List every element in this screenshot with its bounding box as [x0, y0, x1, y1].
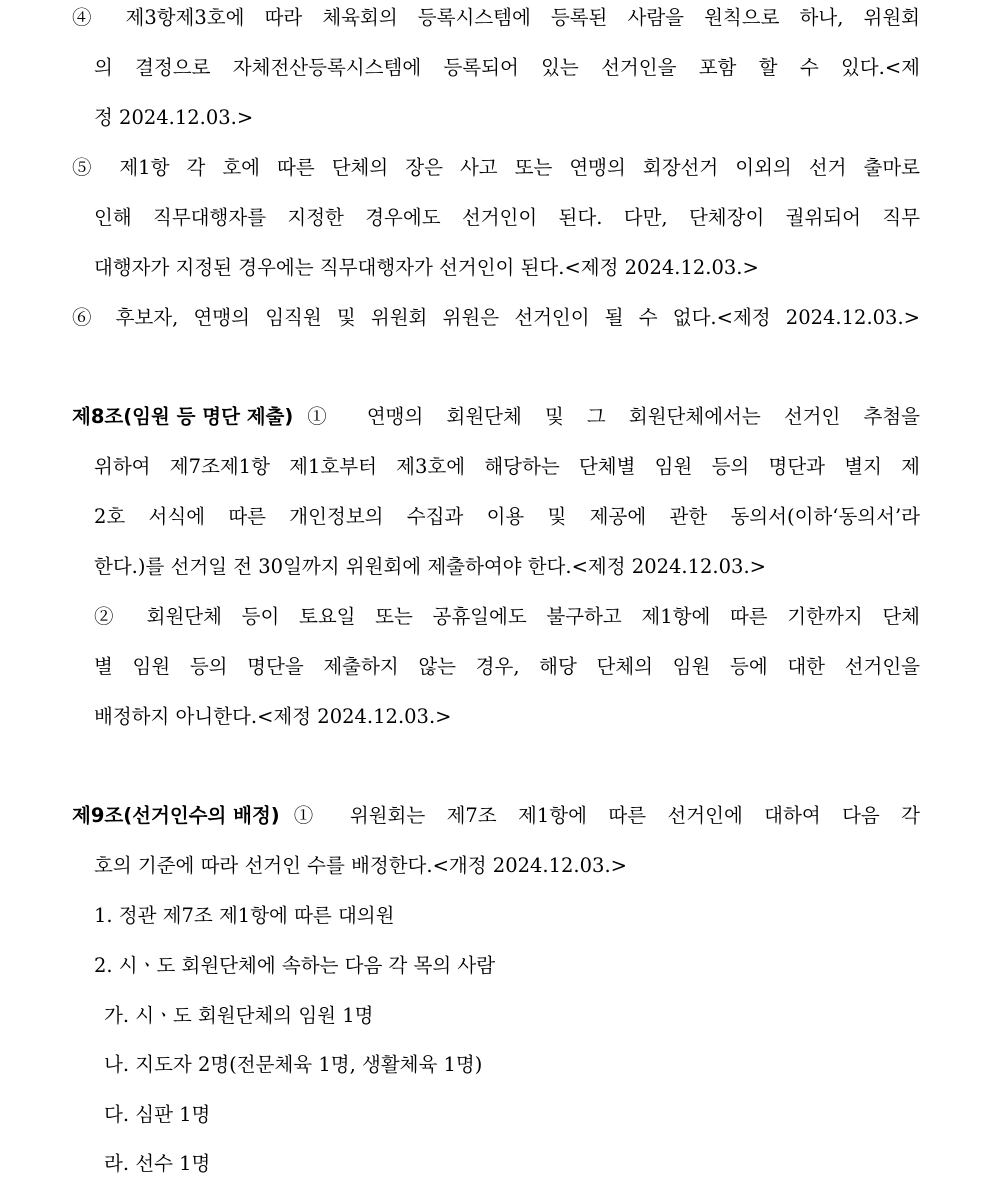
- art7-para4-line3: 정 2024.12.03.>: [94, 106, 254, 129]
- art9-item2: 2. 시ㆍ도 회원단체에 속하는 다음 각 목의 사람: [94, 954, 496, 977]
- art9-subitem-na: 나. 지도자 2명(전문체육 1명, 생활체육 1명): [104, 1053, 483, 1076]
- art9-first-line: [72, 804, 920, 828]
- art7-para5-line2: 인해 직무대행자를 지정한 경우에도 선거인이 된다. 다만, 단체장이 궐위되어 직무: [94, 206, 920, 229]
- art8-para2-line1: ② 회원단체 등이 토요일 또는 공휴일에도 불구하고 제1항에 따른 기한까지 단체: [94, 605, 920, 628]
- art9-item1: 1. 정관 제7조 제1항에 따른 대의원: [94, 904, 395, 927]
- art8-para1-line3: 2호 서식에 따른 개인정보의 수집과 이용 및 제공에 관한 동의서(이하‘동의서’라: [94, 505, 920, 528]
- art9-para1-line1: ① 위원회는 제7조 제1항에 따른 선거인에 대하여 다음 각: [293, 804, 920, 827]
- art7-para6-line1: ⑥ 후보자, 연맹의 임직원 및 위원회 위원은 선거인이 될 수 없다.<제정 2024.12.03.>: [72, 306, 920, 329]
- art8-para2-line2: 별 임원 등의 명단을 제출하지 않는 경우, 해당 단체의 임원 등에 대한 선거인을: [94, 655, 920, 678]
- art8-first-line: [72, 405, 920, 429]
- art9-subitem-ga: 가. 시ㆍ도 회원단체의 임원 1명: [104, 1004, 374, 1027]
- art8-para1-line1: ① 연맹의 회원단체 및 그 회원단체에서는 선거인 추첨을: [307, 405, 920, 428]
- art9-heading: 제9조(선거인수의 배정): [72, 804, 280, 827]
- art8-heading: 제8조(임원 등 명단 제출): [72, 405, 294, 428]
- art7-para4-line1: ④ 제3항제3호에 따라 체육회의 등록시스템에 등록된 사람을 원칙으로 하나, 위원회: [72, 6, 920, 29]
- art8-para1-line2: 위하여 제7조제1항 제1호부터 제3호에 해당하는 단체별 임원 등의 명단과 별지 제: [94, 455, 920, 478]
- art9-subitem-ra: 라. 선수 1명: [104, 1152, 211, 1175]
- art7-para4-line2: 의 결정으로 자체전산등록시스템에 등록되어 있는 선거인을 포함 할 수 있다.<제: [94, 56, 920, 79]
- art9-subitem-da: 다. 심판 1명: [104, 1103, 211, 1126]
- art7-para5-line3: 대행자가 지정된 경우에는 직무대행자가 선거인이 된다.<제정 2024.12.03.>: [94, 256, 759, 279]
- art8-para2-line3: 배정하지 아니한다.<제정 2024.12.03.>: [94, 705, 452, 728]
- art7-para5-line1: ⑤ 제1항 각 호에 따른 단체의 장은 사고 또는 연맹의 회장선거 이외의 선거 출마로: [72, 156, 920, 179]
- art8-para1-line4: 한다.)를 선거일 전 30일까지 위원회에 제출하여야 한다.<제정 2024.12.03.>: [94, 555, 766, 578]
- art9-para1-line2: 호의 기준에 따라 선거인 수를 배정한다.<개정 2024.12.03.>: [94, 854, 627, 877]
